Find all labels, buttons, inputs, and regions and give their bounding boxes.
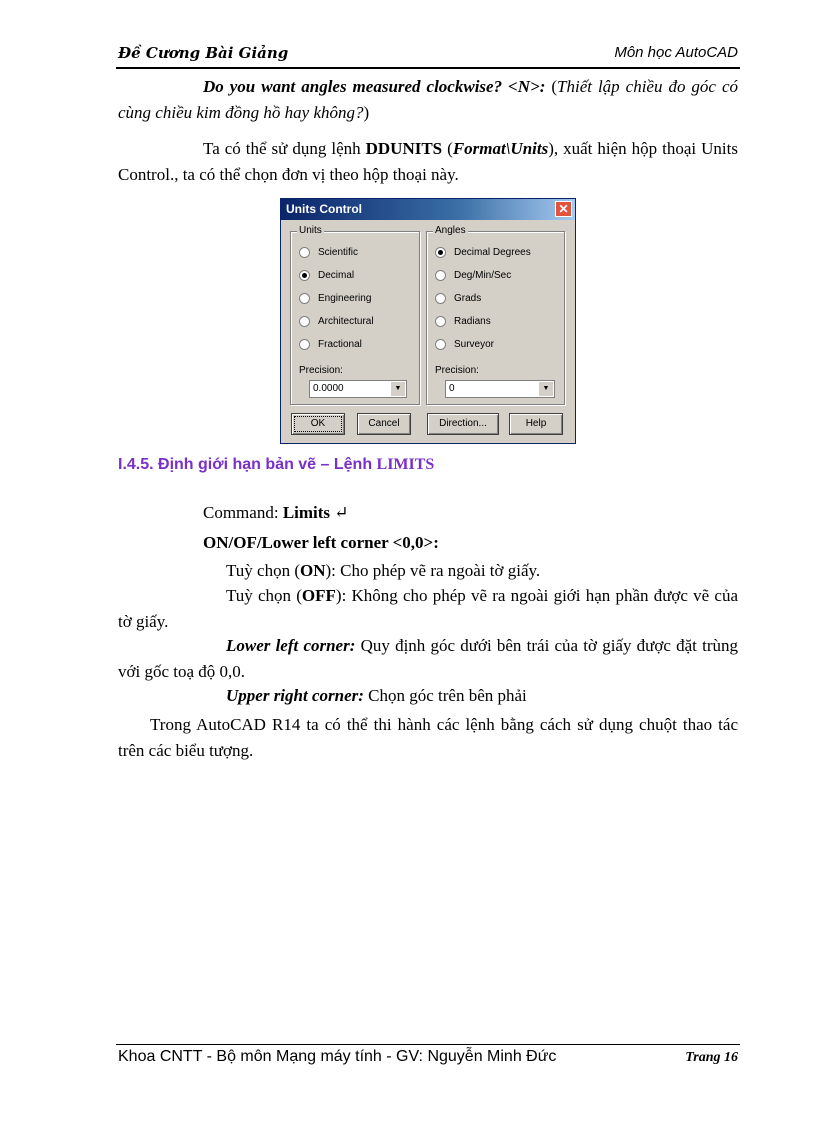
footer-left: Khoa CNTT - Bộ môn Mạng máy tính - GV: Nguyễn Minh Đức <box>118 1048 557 1065</box>
units-group-label: Units <box>299 225 322 236</box>
cancel-button[interactable]: Cancel <box>357 413 411 435</box>
radio-deg-min-sec[interactable]: Deg/Min/Sec <box>435 269 511 283</box>
radio-icon <box>299 247 310 258</box>
enter-icon: ↵ <box>330 503 349 522</box>
lower-left-corner: Lower left corner: Quy định góc dưới bên trái của tờ giấy được đặt trùng với gốc toạ độ 0,0. <box>118 636 738 681</box>
final-paragraph: Trong AutoCAD R14 ta có thể thi hành các lệnh bằng cách sử dụng chuột thao tác trên các biểu tượng. <box>118 715 738 760</box>
close-icon[interactable]: ✕ <box>555 201 572 217</box>
ddunits-command: DDUNITS <box>365 139 443 158</box>
prompt-text: Do you want angles measured clockwise? <N>: <box>203 77 546 96</box>
radio-selected-icon <box>435 247 446 258</box>
radio-surveyor[interactable]: Surveyor <box>435 338 494 352</box>
command-line: Command: Limits ↵ <box>203 503 349 522</box>
paragraph-ddunits: Ta có thể sử dụng lệnh DDUNITS (Format\Units), xuất hiện hộp thoại Units Control., ta có thể chọn đơn vị theo hộp thoại này. <box>118 139 738 184</box>
angles-group <box>426 225 565 405</box>
units-precision-select[interactable]: 0.0000 ▼ <box>309 380 407 398</box>
section-heading: I.4.5. Định giới hạn bản vẽ – Lệnh LIMITS <box>118 456 435 473</box>
radio-selected-icon <box>299 270 310 281</box>
radio-decimal-degrees[interactable]: Decimal Degrees <box>435 246 531 260</box>
header-rule <box>116 67 740 69</box>
options-line: ON/OF/Lower left corner <0,0>: <box>203 533 439 552</box>
radio-icon <box>299 293 310 304</box>
upper-right-corner: Upper right corner: Chọn góc trên bên phải <box>226 686 527 705</box>
direction-button[interactable]: Direction... <box>427 413 499 435</box>
option-off: Tuỳ chọn (OFF): Không cho phép vẽ ra ngoài giới hạn phần được vẽ của tờ giấy. <box>118 586 739 631</box>
units-control-dialog <box>280 198 576 444</box>
dialog-title-bar <box>281 199 575 220</box>
units-group <box>290 225 420 405</box>
radio-engineering[interactable]: Engineering <box>299 292 371 306</box>
units-precision-label: Precision: <box>299 365 343 376</box>
angles-precision-select[interactable]: 0 ▼ <box>445 380 555 398</box>
prompt-explanation: Thiết lập chiều đo góc có cùng chiều kim đồng hồ hay không? <box>118 77 739 122</box>
radio-icon <box>299 339 310 350</box>
help-button[interactable]: Help <box>509 413 563 435</box>
radio-grads[interactable]: Grads <box>435 292 481 306</box>
menu-path: Format\Units <box>452 139 549 158</box>
ok-button[interactable]: OK <box>291 413 345 435</box>
header-left-title: Đề Cương Bài Giảng <box>118 44 289 62</box>
radio-fractional[interactable]: Fractional <box>299 338 362 352</box>
radio-icon <box>435 316 446 327</box>
radio-icon <box>435 270 446 281</box>
radio-architectural[interactable]: Architectural <box>299 315 374 329</box>
chevron-down-icon[interactable]: ▼ <box>538 382 553 396</box>
header-right-title: Môn học AutoCAD <box>614 44 738 61</box>
radio-icon <box>435 339 446 350</box>
radio-radians[interactable]: Radians <box>435 315 491 329</box>
radio-icon <box>435 293 446 304</box>
paragraph-angles-clockwise: Do you want angles measured clockwise? <N>: (Thiết lập chiều đo góc có cùng chiều kim đồng hồ hay không?) <box>118 77 739 122</box>
page-number: Trang 16 <box>685 1050 738 1065</box>
radio-decimal[interactable]: Decimal <box>299 269 354 283</box>
option-on: Tuỳ chọn (ON): Cho phép vẽ ra ngoài tờ giấy. <box>226 561 541 580</box>
radio-icon <box>299 316 310 327</box>
limits-command: Limits <box>282 503 331 522</box>
chevron-down-icon[interactable]: ▼ <box>390 382 405 396</box>
angles-group-label: Angles <box>435 225 466 236</box>
radio-scientific[interactable]: Scientific <box>299 246 358 260</box>
dialog-title: Units Control <box>286 202 362 216</box>
footer-rule <box>116 1044 740 1045</box>
angles-precision-label: Precision: <box>435 365 479 376</box>
